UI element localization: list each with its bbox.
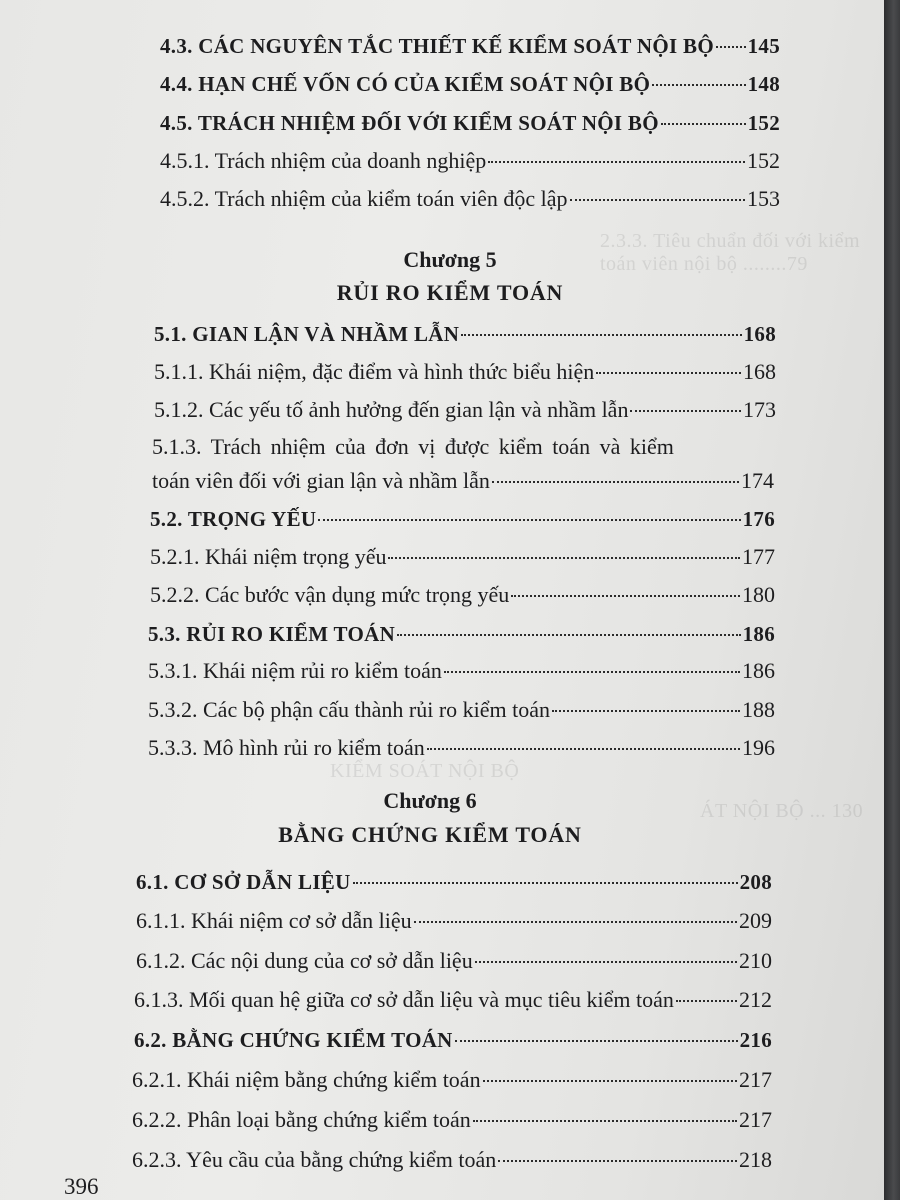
toc-entry-5-1 <box>154 320 776 348</box>
toc-page: 186 <box>742 622 775 646</box>
leader-dots <box>488 160 745 163</box>
toc-entry-5-3-3 <box>148 734 775 762</box>
toc-entry-6-2 <box>134 1026 772 1054</box>
leader-dots <box>388 556 740 559</box>
leader-dots <box>630 409 741 412</box>
toc-entry-4-5-2 <box>160 185 780 213</box>
toc-label: 4.5.1. Trách nhiệm của doanh nghiệp <box>160 148 487 173</box>
leader-dots <box>414 920 737 923</box>
toc-label: 5.2.1. Khái niệm trọng yếu <box>150 544 387 569</box>
leader-dots <box>716 45 746 48</box>
toc-entry-6-1-1 <box>136 907 772 935</box>
toc-label: 5.2. TRỌNG YẾU <box>150 507 317 531</box>
page-number: 396 <box>64 1174 99 1199</box>
toc-page: 177 <box>742 544 775 569</box>
leader-dots <box>427 747 740 750</box>
toc-page: 153 <box>747 186 780 211</box>
toc-page: 152 <box>747 148 780 173</box>
toc-page: 176 <box>742 507 775 531</box>
chapter-heading: Chương 5 <box>403 247 497 272</box>
leader-dots <box>552 709 740 712</box>
toc-page: 174 <box>741 468 774 493</box>
toc-page: 168 <box>743 359 776 384</box>
toc-label: 6.1.1. Khái niệm cơ sở dẫn liệu <box>136 908 412 933</box>
leader-dots <box>483 1079 737 1082</box>
toc-entry-4-5 <box>160 109 780 137</box>
toc-entry-6-2-2 <box>132 1106 772 1134</box>
toc-page: 196 <box>742 735 775 760</box>
bleed-through-text: 2.3.3. Tiêu chuẩn đối với kiểm toán viên nội bộ ........79 <box>600 230 861 275</box>
toc-page: 210 <box>739 948 772 973</box>
toc-entry-6-1-2 <box>136 947 772 975</box>
toc-label: 4.4. HẠN CHẾ VỐN CÓ CỦA KIỂM SOÁT NỘI BỘ <box>160 72 651 96</box>
toc-entry-5-2-2 <box>150 581 775 609</box>
leader-dots <box>652 83 745 86</box>
leader-dots <box>455 1039 738 1042</box>
toc-page: 168 <box>743 322 776 346</box>
toc-label: 6.1.3. Mối quan hệ giữa cơ sở dẫn liệu và mục tiêu kiểm toán <box>134 987 674 1012</box>
leader-dots <box>661 122 746 125</box>
toc-label: 6.1.2. Các nội dung của cơ sở dẫn liệu <box>136 948 473 973</box>
toc-page: 209 <box>739 908 772 933</box>
toc-label: 6.2.3. Yêu cầu của bằng chứng kiểm toán <box>132 1147 497 1172</box>
toc-entry-5-1-3-line1: 5.1.3. Trách nhiệm của đơn vị được kiểm toán và kiểm <box>152 434 674 459</box>
toc-page: 148 <box>747 72 780 96</box>
leader-dots <box>397 633 741 636</box>
leader-dots <box>475 960 737 963</box>
leader-dots <box>473 1119 737 1122</box>
toc-page: 217 <box>739 1107 772 1132</box>
page-edge-shadow <box>884 0 900 1200</box>
toc-page: 208 <box>739 870 772 894</box>
toc-label: 4.3. CÁC NGUYÊN TẮC THIẾT KẾ KIỂM SOÁT NỘI BỘ <box>160 34 714 58</box>
toc-page: 212 <box>739 987 772 1012</box>
toc-label: 6.2.2. Phân loại bằng chứng kiểm toán <box>132 1107 471 1132</box>
toc-entry-5-1-2 <box>154 396 776 424</box>
toc-entry-5-3-1 <box>148 657 775 685</box>
toc-label: 4.5.2. Trách nhiệm của kiểm toán viên độc lập <box>160 186 568 211</box>
toc-page: 217 <box>739 1067 772 1092</box>
toc-entry-5-3 <box>148 620 775 648</box>
chapter-heading: Chương 6 <box>383 788 477 813</box>
toc-page: 145 <box>747 34 780 58</box>
toc-page: 186 <box>742 658 775 683</box>
leader-dots <box>318 518 740 521</box>
leader-dots <box>676 999 737 1002</box>
leader-dots <box>492 480 739 483</box>
toc-label: 5.2.2. Các bước vận dụng mức trọng yếu <box>150 582 510 607</box>
toc-entry-5-1-3 <box>152 467 774 495</box>
bleed-through-text: KIỂM SOÁT NỘI BỘ <box>330 760 520 782</box>
toc-label: 6.1. CƠ SỞ DẪN LIỆU <box>136 870 351 894</box>
leader-dots <box>444 670 740 673</box>
toc-label: 4.5. TRÁCH NHIỆM ĐỐI VỚI KIỂM SOÁT NỘI BỘ <box>160 111 659 135</box>
chapter-title: RỦI RO KIỂM TOÁN <box>336 280 564 305</box>
leader-dots <box>596 371 741 374</box>
bleed-through-text: ÁT NỘI BỘ ... 130 <box>700 800 864 822</box>
toc-entry-4-3 <box>160 32 780 60</box>
toc-entry-6-1-3 <box>134 986 772 1014</box>
toc-entry-4-5-1 <box>160 147 780 175</box>
leader-dots <box>353 881 738 884</box>
toc-entry-5-2-1 <box>150 543 775 571</box>
toc-page: 173 <box>743 397 776 422</box>
toc-entry-6-1 <box>136 868 772 896</box>
toc-label: 5.3.1. Khái niệm rủi ro kiểm toán <box>148 658 442 683</box>
toc-entry-5-1-1 <box>154 358 776 386</box>
toc-label: 5.1.2. Các yếu tố ảnh hưởng đến gian lận và nhầm lẫn <box>154 397 629 422</box>
toc-entry-4-4 <box>160 70 780 98</box>
toc-label: 5.1. GIAN LẬN VÀ NHẦM LẪN <box>154 322 460 346</box>
toc-page: 180 <box>742 582 775 607</box>
toc-entry-5-2 <box>150 505 775 533</box>
toc-label: 5.3. RỦI RO KIỂM TOÁN <box>148 622 396 646</box>
toc-page: 152 <box>747 111 780 135</box>
toc-label: 5.1.1. Khái niệm, đặc điểm và hình thức biểu hiện <box>154 359 595 384</box>
chapter-title: BẰNG CHỨNG KIỂM TOÁN <box>278 822 582 847</box>
toc-page: 218 <box>739 1147 772 1172</box>
leader-dots <box>570 198 745 201</box>
leader-dots <box>511 594 740 597</box>
toc-entry-5-3-2 <box>148 696 775 724</box>
toc-entry-6-2-3 <box>132 1146 772 1174</box>
toc-page: 188 <box>742 697 775 722</box>
toc-entry-6-2-1 <box>132 1066 772 1094</box>
toc-label: 6.2. BẰNG CHỨNG KIỂM TOÁN <box>134 1028 453 1052</box>
toc-label: 5.3.2. Các bộ phận cấu thành rủi ro kiểm toán <box>148 697 551 722</box>
leader-dots <box>498 1159 737 1162</box>
toc-label: 6.2.1. Khái niệm bằng chứng kiểm toán <box>132 1067 481 1092</box>
leader-dots <box>461 333 741 336</box>
toc-label: toán viên đối với gian lận và nhầm lẫn <box>152 468 490 493</box>
toc-label: 5.3.3. Mô hình rủi ro kiểm toán <box>148 735 425 760</box>
toc-page: 216 <box>739 1028 772 1052</box>
